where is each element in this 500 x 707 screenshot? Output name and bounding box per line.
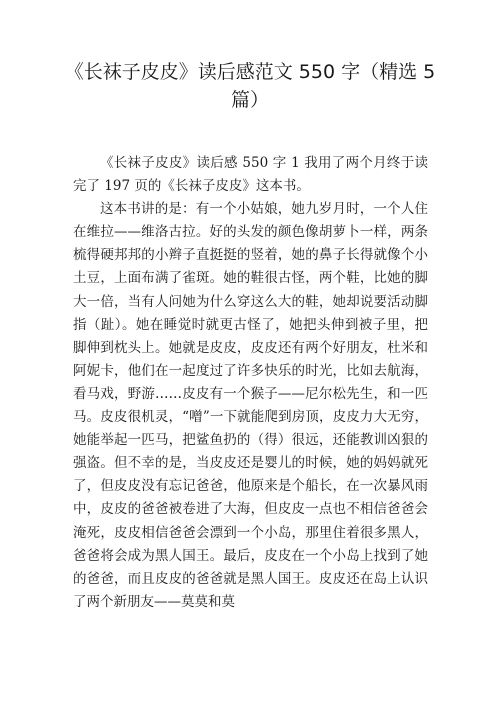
document-body xyxy=(73,152,428,614)
paragraph: 《长袜子皮皮》读后感 550 字 1 我用了两个月终于读完了 197 页的《长袜子皮皮》这本书。 xyxy=(73,155,428,195)
document-title: 《长袜子皮皮》读后感范文 550 字（精选 5 篇） xyxy=(64,61,436,111)
paragraph: 这本书讲的是：有一个小姑娘，她九岁月时，一个人住在维拉——维洛古拉。好的头发的颜色像胡萝卜一样，两条梳得硬邦邦的小辫子直挺挺的竖着，她的鼻子长得就像个小土豆，上面布满了雀斑。她的鞋很古怪，两个鞋，比她的脚大一倍，当有人问她为什么穿这么大的鞋，她却说要活动脚指（趾）。她在睡觉时就更古怪了，她把头伸到被子里，把脚伸到枕头上。她就是皮皮，皮皮还有两个好朋友，杜米和阿妮卡，他们在一起度过了许多快乐的时光，比如去航海，看马戏，野游……皮皮有一个猴子——尼尔松先生，和一匹马。皮皮很机灵，“噌”一下就能爬到房顶，皮皮力大无穷，她能举起一匹马，把鲨鱼扔的（得）很远，还能教训凶狠的强盗。但不幸的是，当皮皮还是婴儿的时候，她的妈妈就死了，但皮皮没有忘记爸爸，他原来是个船长，在一次暴风雨中，皮皮的爸爸被卷进了大海，但皮皮一点也不相信爸爸会淹死，皮皮相信爸爸会漂到一个小岛，那里住着很多黑人，爸爸将会成为黑人国王。最后，皮皮在一个小岛上找到了她的爸爸，而且皮皮的爸爸就是黑人国王。皮皮还在岛上认识了两个新朋友——莫莫和莫 xyxy=(73,201,428,610)
